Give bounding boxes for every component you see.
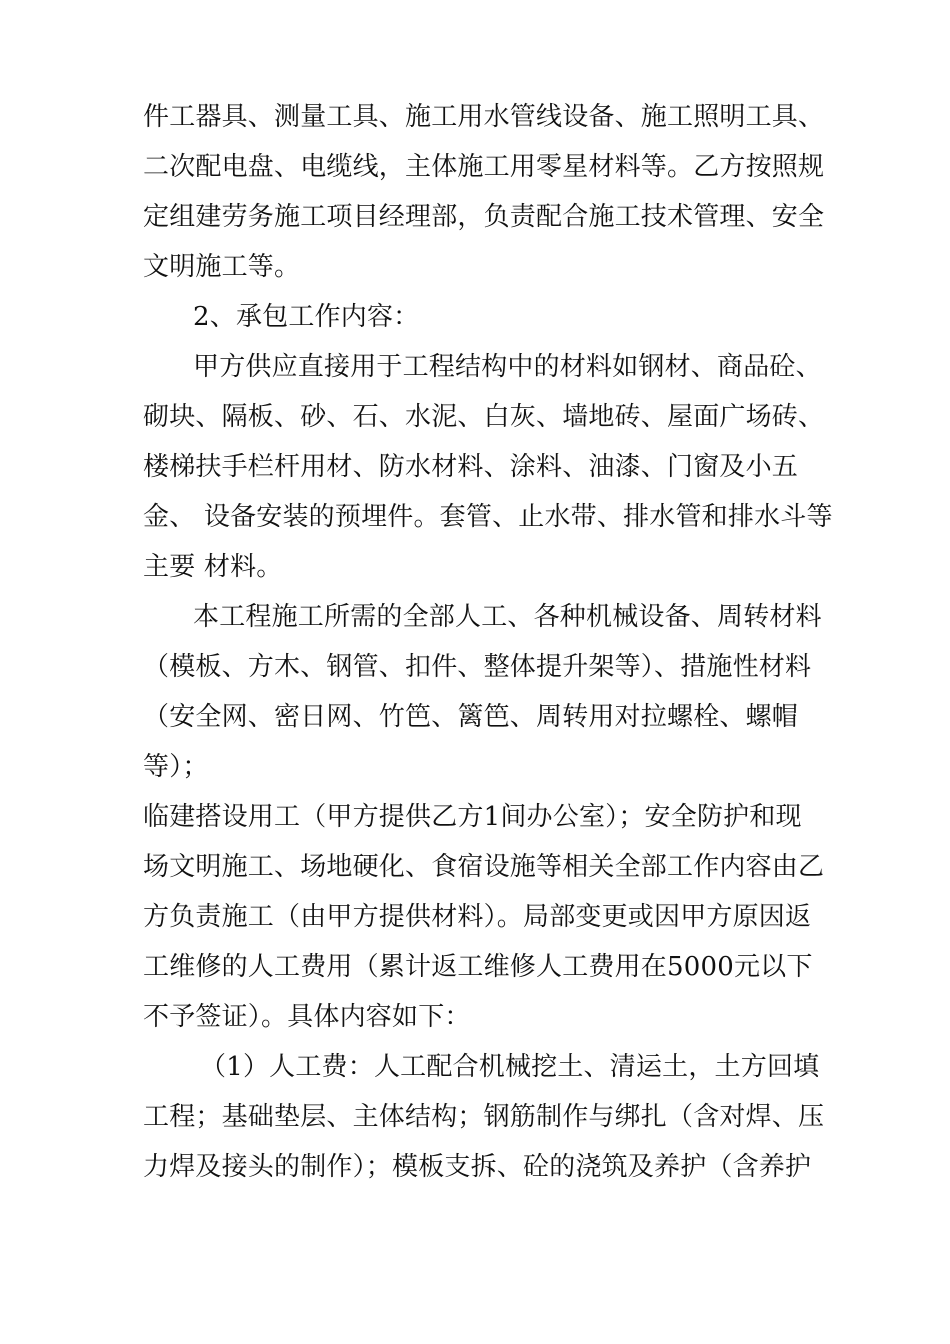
text-line: 不予签证）。具体内容如下：: [143, 1002, 471, 1032]
text-line: 甲方供应直接用于工程结构中的材料如钢材、商品砼、: [193, 352, 822, 382]
text-line: 件工器具、测量工具、施工用水管线设备、施工照明工具、: [143, 102, 825, 132]
text-line: 工程；基础垫层、主体结构；钢筋制作与绑扎（含对焊、压: [143, 1102, 825, 1132]
text-line: 本工程施工所需的全部人工、各种机械设备、周转材料: [193, 602, 822, 632]
text-line: 金、 设备安装的预埋件。套管、止水带、排水管和排水斗等: [143, 502, 833, 532]
section-heading: 2、承包工作内容：: [193, 302, 420, 332]
text-line: 场文明施工、场地硬化、食宿设施等相关全部工作内容由乙: [143, 852, 825, 882]
text-line: 砌块、隔板、砂、石、水泥、白灰、墙地砖、屋面广场砖、: [143, 402, 825, 432]
text-line: 工维修的人工费用（累计返工维修人工费用在5000元以下: [143, 952, 813, 982]
text-line: （模板、方木、钢管、扣件、整体提升架等）、措施性材料: [143, 652, 812, 682]
text-line: 楼梯扶手栏杆用材、防水材料、涂料、油漆、门窗及小五: [143, 452, 799, 482]
text-line: 主要 材料。: [143, 552, 283, 582]
text-line: 二次配电盘、电缆线，主体施工用零星材料等。乙方按照规: [143, 152, 825, 182]
text-line: 方负责施工（由甲方提供材料）。局部变更或因甲方原因返: [143, 902, 812, 932]
text-line: 定组建劳务施工项目经理部，负责配合施工技术管理、安全: [143, 202, 825, 232]
text-line: 临建搭设用工（甲方提供乙方1间办公室）；安全防护和现: [143, 802, 802, 832]
text-line: 力焊及接头的制作）；模板支拆、砼的浇筑及养护（含养护: [143, 1152, 812, 1182]
text-line: 文明施工等。: [143, 252, 301, 282]
text-line: 等）；: [143, 752, 209, 782]
text-line: （1）人工费：人工配合机械挖土、清运土，土方回填: [200, 1052, 820, 1082]
text-line: （安全网、密日网、竹笆、篱笆、周转用对拉螺栓、螺帽: [143, 702, 799, 732]
